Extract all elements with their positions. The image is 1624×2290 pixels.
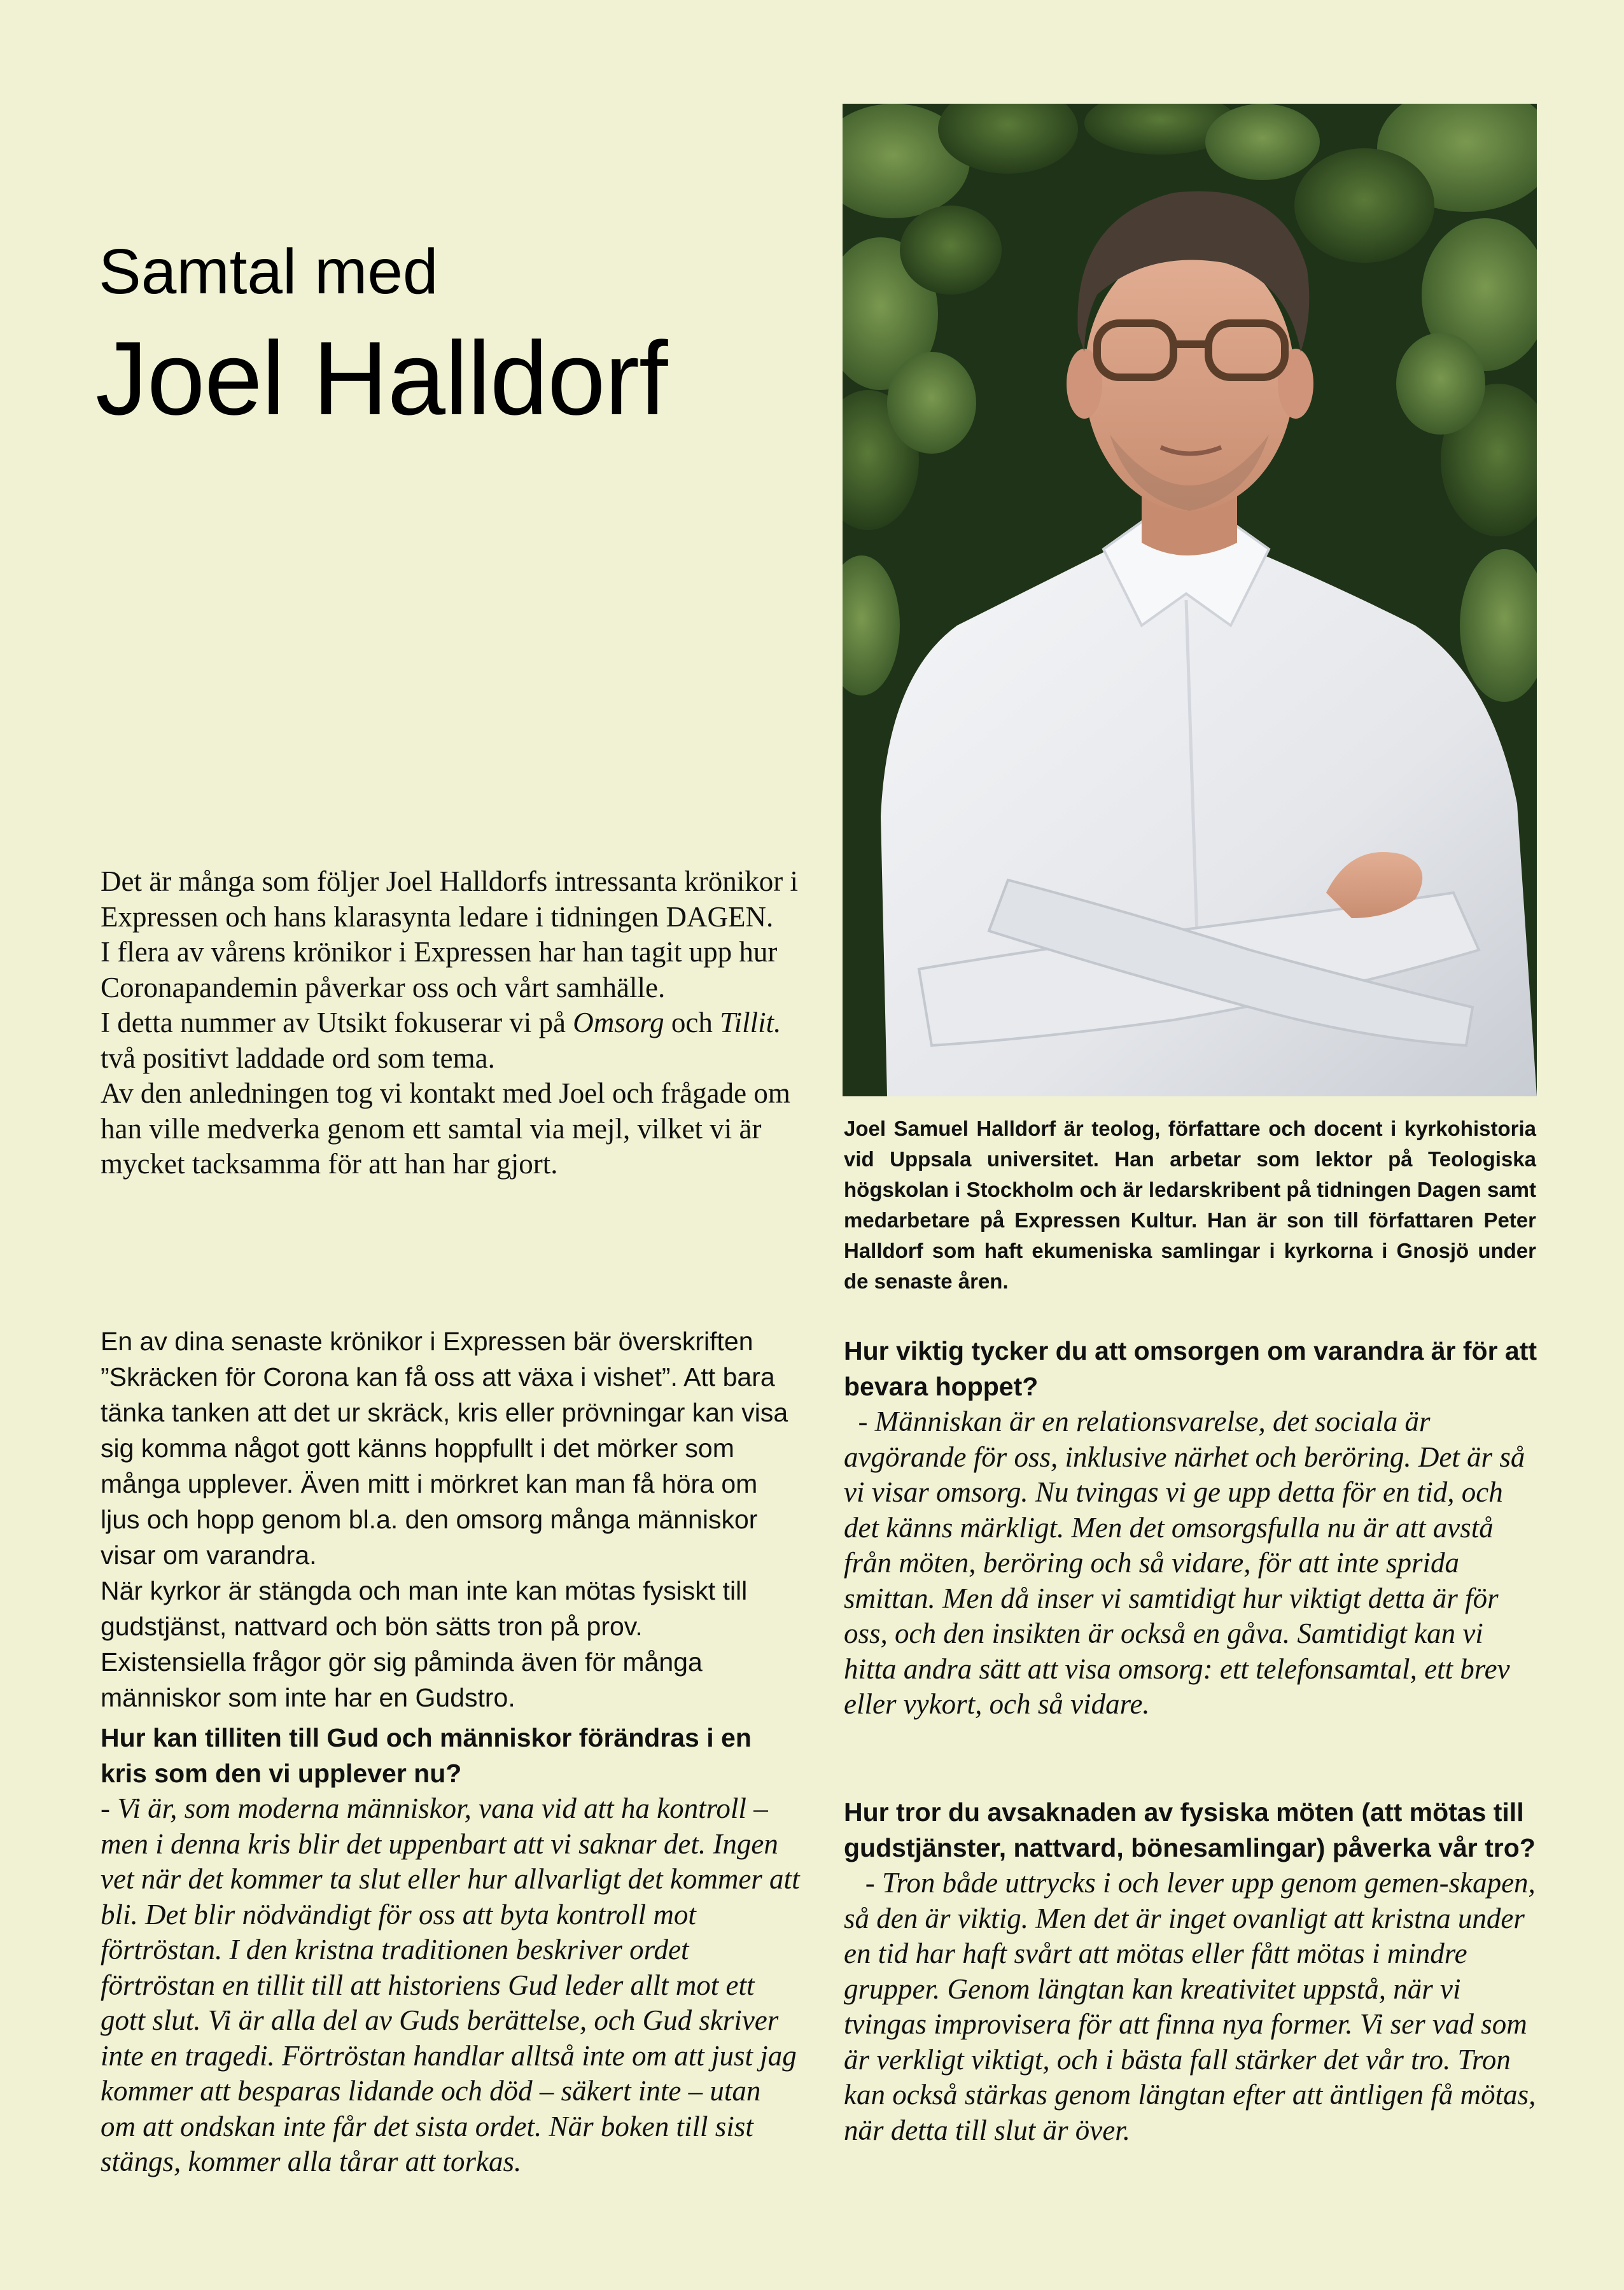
intro-emphasis: Omsorg xyxy=(573,1007,664,1038)
left-qa-block xyxy=(101,1720,801,2180)
intro-text-span: I detta nummer av Utsikt fokuserar vi på xyxy=(101,1007,573,1038)
intro-text-span: två positivt laddade ord som tema. xyxy=(101,1042,495,1074)
body-paragraph: När kyrkor är stängda och man inte kan mötas fysiskt till gudstjänst, nattvard och bön sätts tron på prov. xyxy=(101,1576,748,1641)
intro-paragraph xyxy=(101,1005,801,1076)
title-kicker: Samtal med xyxy=(99,236,438,307)
intro-text-span: och xyxy=(664,1007,720,1038)
right-qa-block-1 xyxy=(844,1333,1537,1722)
left-column-text xyxy=(101,1323,801,1715)
intro-emphasis: Tillit. xyxy=(720,1007,781,1038)
intro-paragraph: Det är många som följer Joel Halldorfs intressanta krönikor i Expressen och hans klarasynta ledare i tidningen DAGEN. xyxy=(101,865,798,933)
interview-question: Hur viktig tycker du att omsorgen om varandra är för att bevara hoppet? xyxy=(844,1336,1537,1401)
page-title: Joel Halldorf xyxy=(95,320,668,436)
intro-text xyxy=(101,864,801,1182)
right-qa-block-2 xyxy=(844,1794,1543,2148)
photo-caption: Joel Samuel Halldorf är teolog, författare och docent i kyrkohistoria vid Uppsala universitet. Han arbetar som lektor på Teologiska högskolan i Stockholm och är ledarskribent på tidningen Dagen samt medarbetare på Expressen Kultur. Han är son till författaren Peter Halldorf som haft ekumeniska samlingar i kyrkorna i Gnosjö under de senaste åren. xyxy=(844,1117,1536,1293)
interview-question: Hur kan tilliten till Gud och människor förändras i en kris som den vi upplever nu? xyxy=(101,1723,752,1788)
interview-question: Hur tror du avsaknaden av fysiska möten (att mötas till gudstjänster, nattvard, bönesamlingar) påverka vår tro? xyxy=(844,1798,1536,1862)
body-paragraph: En av dina senaste krönikor i Expressen bär överskriften ”Skräcken för Corona kan få oss att växa i vishet”. Att bara tänka tanken att det ur skräck, kris eller prövningar kan visa sig komma något gott känns hoppfullt i det mörker som många upplever. Även mitt i mörkret kan man få höra om ljus och hopp genom bl.a. den omsorg många människor visar om varandra. xyxy=(101,1327,788,1570)
body-paragraph: Existensiella frågor gör sig påminda även för många människor som inte har en Gudstro. xyxy=(101,1647,703,1712)
interview-answer: - Tron både uttrycks i och lever upp genom gemen-skapen, så den är viktig. Men det är inget ovanligt att kristna under en tid har haft svårt att mötas eller fått mötas i mindre grupper. Genom längtan kan kreativitet uppstå, när vi tvingas improvisera för att finna nya former. Vi ser vad som är verkligt viktigt, och i bästa fall stärker det vår tro. Tron kan också stärkas genom längtan efter att äntligen få mötas, när detta till slut är över. xyxy=(844,1867,1543,2146)
portrait-photo-icon xyxy=(843,104,1537,1096)
intro-paragraph: I flera av vårens krönikor i Expressen har han tagit upp hur Coronapandemin påverkar oss och vårt samhälle. xyxy=(101,936,778,1003)
interview-answer: - Människan är en relationsvarelse, det sociala är avgörande för oss, inklusive närhet och beröring. Det är så vi visar omsorg. Nu tvingas vi ge upp detta för en tid, och det känns märkligt. Men det omsorgsfulla nu är att avstå från möten, beröring och så vidare, för att inte sprida smittan. Men då inser vi samtidigt hur viktigt detta är för oss, och den insikten är också en gåva. Samtidigt kan vi hitta andra sätt att visa omsorg: ett telefonsamtal, ett brev eller vykort, och så vidare. xyxy=(844,1406,1532,1720)
interview-answer: - Vi är, som moderna människor, vana vid att ha kontroll – men i denna kris blir det uppenbart att vi saknar det. Ingen vet när det kommer ta slut eller hur allvarligt det kommer att bli. Det blir nödvändigt för oss att byta kontroll mot förtröstan. I den kristna traditionen beskriver ordet förtröstan en tillit till att historiens Gud leder allt mot ett gott slut. Vi är alla del av Guds berättelse, och Gud skriver inte en tragedi. Förtröstan handlar alltså inte om att just jag kommer att besparas lidande och död – säkert inte – utan om att ondskan inte får det sista ordet. När boken till sist stängs, kommer alla tårar att torkas. xyxy=(101,1792,800,2177)
intro-paragraph: Av den anledningen tog vi kontakt med Joel och frågade om han ville medverka genom ett samtal via mejl, vilket vi är mycket tacksamma för att han har gjort. xyxy=(101,1077,790,1180)
